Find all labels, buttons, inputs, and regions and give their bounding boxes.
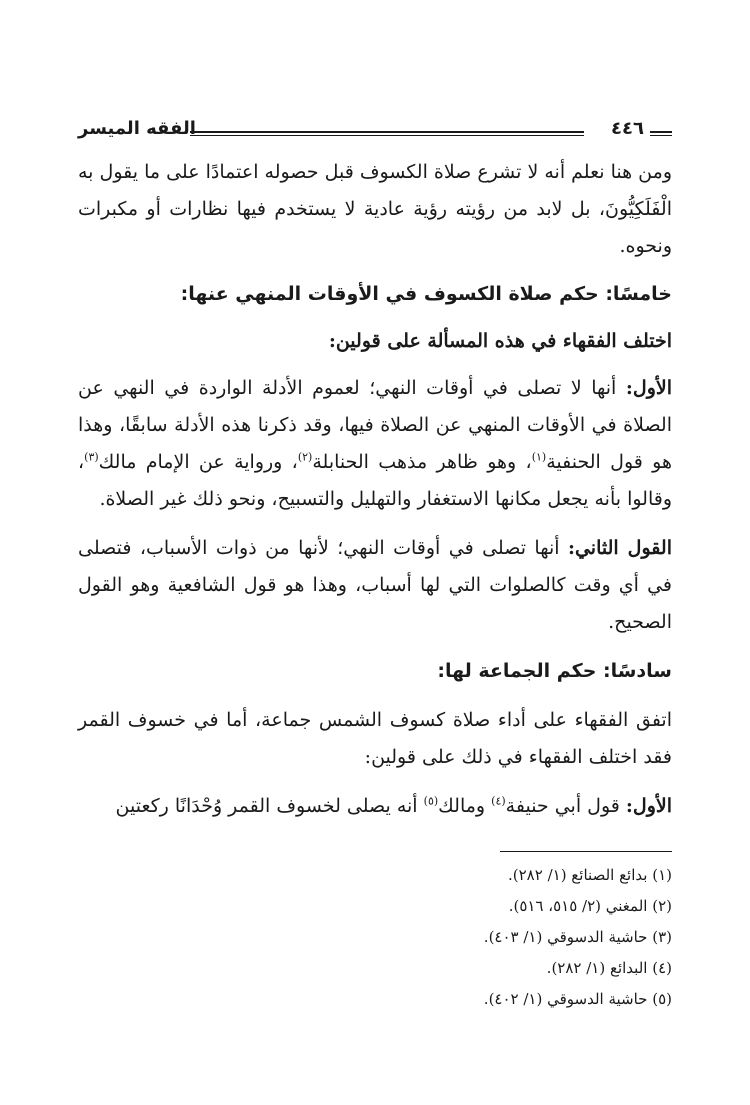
congregation-paragraph: اتفق الفقهاء على أداء صلاة كسوف الشمس جماعة، أما في خسوف القمر فقد اختلف الفقهاء في ذلك على قولين:	[78, 709, 672, 768]
section-lead: اختلف الفقهاء في هذه المسألة على قولين:	[328, 330, 672, 352]
intro-paragraph: ومن هنا نعلم أنه لا تشرع صلاة الكسوف قبل حصوله اعتمادًا على ما يقول به الْفَلَكِيُّونَ، بل لابد من رؤيته رؤية عادية لا يستخدم فيها نظارات أو مكبرات ونحوه.	[78, 161, 672, 257]
footnote-ref: (٤)	[491, 794, 506, 808]
book-title: الفقه الميسر	[78, 118, 196, 139]
footnote-ref: (١)	[531, 450, 547, 464]
book-page	[78, 0, 672, 1105]
opinion-text: أنه يصلى لخسوف القمر وُحْدَانًا ركعتين	[115, 795, 424, 817]
page-body	[78, 154, 672, 825]
footnote-ref: (٢)	[297, 450, 313, 464]
opinion-text: ، وهو ظاهر مذهب الحنابلة	[312, 451, 532, 473]
opinion-text: ، ورواية عن الإمام مالك	[98, 451, 298, 473]
page-number: ٤٤٦	[611, 118, 644, 139]
opinion-third-paragraph	[78, 788, 672, 825]
footnote-divider	[500, 851, 672, 852]
footnote-item: (٥) حاشية الدسوقي (١/ ٤٠٢).	[483, 990, 672, 1008]
footnotes	[78, 860, 672, 1015]
header-rule-short	[650, 131, 672, 136]
section-heading-fifth: خامسًا: حكم صلاة الكسوف في الأوقات المنهي عنها:	[180, 283, 672, 305]
opinion-second-paragraph	[78, 530, 672, 641]
opinion-text: قول أبي حنيفة	[505, 795, 626, 817]
opinion-first-paragraph	[78, 370, 672, 518]
footnote-item: (١) بدائع الصنائع (١/ ٢٨٢).	[508, 866, 672, 884]
opinion-text: ومالك	[438, 795, 492, 817]
footnote-ref: (٣)	[84, 450, 99, 464]
footnote-item: (٣) حاشية الدسوقي (١/ ٤٠٣).	[483, 928, 672, 946]
header-rule-long	[190, 131, 584, 136]
footnote-item: (٤) البدائع (١/ ٢٨٢).	[546, 959, 672, 977]
opinion-label: الأول:	[625, 377, 672, 399]
opinion-label: القول الثاني:	[567, 537, 672, 559]
section-heading-sixth: سادسًا: حكم الجماعة لها:	[437, 660, 672, 682]
running-header	[78, 118, 672, 148]
footnote-ref: (٥)	[423, 794, 439, 808]
opinion-label: الأول:	[625, 795, 672, 817]
opinion-text: أنها لا تصلى في أوقات النهي؛ لعموم الأدلة الواردة في النهي عن الصلاة في الأوقات المنهي عن الصلاة فيها، وقد ذكرنا هذه الأدلة سابقًا، وهذا هو قول الحنفية	[78, 377, 673, 473]
opinion-text: ، وقالوا بأنه يجعل مكانها الاستغفار والتهليل والتسبيح، ونحو ذلك غير الصلاة.	[78, 451, 672, 510]
opinion-text: أنها تصلى في أوقات النهي؛ لأنها من ذوات الأسباب، فتصلى في أي وقت كالصلوات التي لها أسباب، وهذا هو قول الشافعية وهو القول الصحيح.	[78, 537, 672, 633]
footnote-item: (٢) المغني (٢/ ٥١٥، ٥١٦).	[508, 897, 672, 915]
